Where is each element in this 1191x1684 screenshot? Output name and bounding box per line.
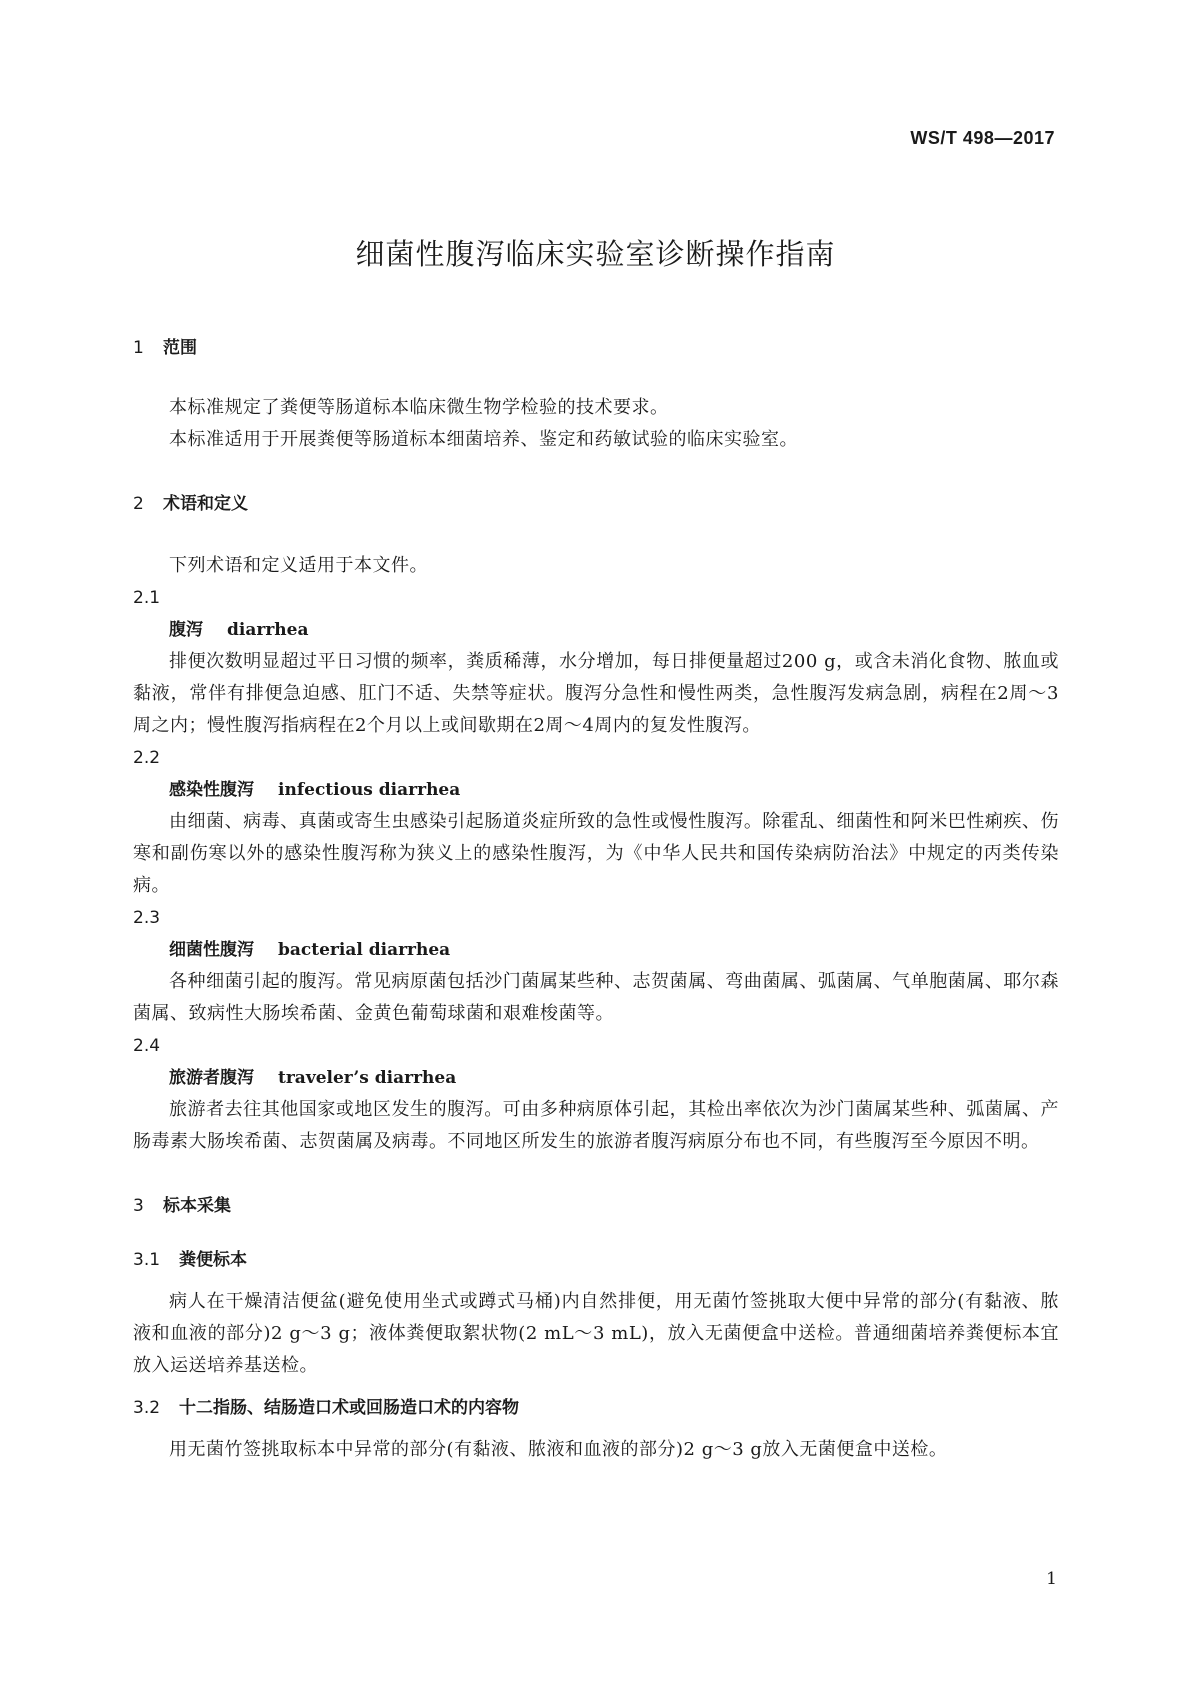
- document-title: 细菌性腹泻临床实验室诊断操作指南: [355, 237, 836, 271]
- term-title: [133, 934, 1059, 966]
- paragraph: 病人在干燥清洁便盆(避免使用坐式或蹲式马桶)内自然排便，用无菌竹签挑取大便中异常的部分(有黏液、脓液和血液的部分)2 g～3 g；液体粪便取絮状物(2 mL～3 mL)，放入无菌便盒中送检。普通细菌培养粪便标本宜放入运送培养基送检。: [133, 1291, 1059, 1376]
- section-title: 标本采集: [163, 1196, 231, 1216]
- section-number: 2: [133, 494, 144, 514]
- subsection-number: 3.2: [133, 1398, 161, 1418]
- term-zh: 旅游者腹泻: [169, 1068, 254, 1088]
- paragraph: 下列术语和定义适用于本文件。: [169, 555, 428, 576]
- subsection-number: 3.1: [133, 1250, 161, 1270]
- paragraph: 本标准规定了粪便等肠道标本临床微生物学检验的技术要求。: [169, 397, 669, 418]
- term-number: 2.1: [133, 588, 161, 608]
- paragraph: 本标准适用于开展粪便等肠道标本细菌培养、鉴定和药敏试验的临床实验室。: [169, 429, 798, 450]
- paragraph: 用无菌竹签挑取标本中异常的部分(有黏液、脓液和血液的部分)2 g～3 g放入无菌便盒中送检。: [169, 1439, 948, 1460]
- term-en: infectious diarrhea: [278, 780, 461, 800]
- term-en: traveler’s diarrhea: [278, 1068, 457, 1088]
- subsection-title: 十二指肠、结肠造口术或回肠造口术的内容物: [179, 1398, 519, 1418]
- term-zh: 细菌性腹泻: [169, 940, 254, 960]
- term-title: [133, 774, 1059, 806]
- subsection-3-1-heading: [133, 1248, 1059, 1272]
- standard-number: WS/T 498—2017: [910, 128, 1055, 148]
- section-2-heading: [133, 492, 1059, 516]
- term-number: 2.2: [133, 748, 161, 768]
- term-en: diarrhea: [227, 620, 309, 640]
- section-title: 范围: [163, 338, 197, 358]
- subsection-title: 粪便标本: [179, 1250, 247, 1270]
- term-en: bacterial diarrhea: [278, 940, 451, 960]
- term-zh: 腹泻: [169, 620, 203, 640]
- term-title: [133, 1062, 1059, 1094]
- section-1-heading: [133, 336, 1059, 360]
- section-3-heading: [133, 1194, 1059, 1218]
- section-number: 3: [133, 1196, 144, 1216]
- term-definition: 旅游者去往其他国家或地区发生的腹泻。可由多种病原体引起，其检出率依次为沙门菌属某些种、弧菌属、产肠毒素大肠埃希菌、志贺菌属及病毒。不同地区所发生的旅游者腹泻病原分布也不同，有些腹泻至今原因不明。: [133, 1099, 1059, 1152]
- term-number: 2.4: [133, 1036, 161, 1056]
- term-zh: 感染性腹泻: [169, 780, 254, 800]
- term-number: 2.3: [133, 908, 161, 928]
- page-number: 1: [1046, 1569, 1057, 1589]
- term-definition: 由细菌、病毒、真菌或寄生虫感染引起肠道炎症所致的急性或慢性腹泻。除霍乱、细菌性和阿米巴性痢疾、伤寒和副伤寒以外的感染性腹泻称为狭义上的感染性腹泻，为《中华人民共和国传染病防治法》中规定的丙类传染病。: [133, 811, 1059, 896]
- section-title: 术语和定义: [163, 494, 248, 514]
- document-body: [133, 336, 1059, 1466]
- subsection-3-2-heading: [133, 1396, 1059, 1420]
- term-definition: 各种细菌引起的腹泻。常见病原菌包括沙门菌属某些种、志贺菌属、弯曲菌属、弧菌属、气单胞菌属、耶尔森菌属、致病性大肠埃希菌、金黄色葡萄球菌和艰难梭菌等。: [133, 971, 1059, 1024]
- term-title: [133, 614, 1059, 646]
- term-definition: 排便次数明显超过平日习惯的频率，粪质稀薄，水分增加，每日排便量超过200 g，或含未消化食物、脓血或黏液，常伴有排便急迫感、肛门不适、失禁等症状。腹泻分急性和慢性两类，急性腹泻发病急剧，病程在2周～3周之内；慢性腹泻指病程在2个月以上或间歇期在2周～4周内的复发性腹泻。: [133, 651, 1059, 736]
- section-number: 1: [133, 338, 144, 358]
